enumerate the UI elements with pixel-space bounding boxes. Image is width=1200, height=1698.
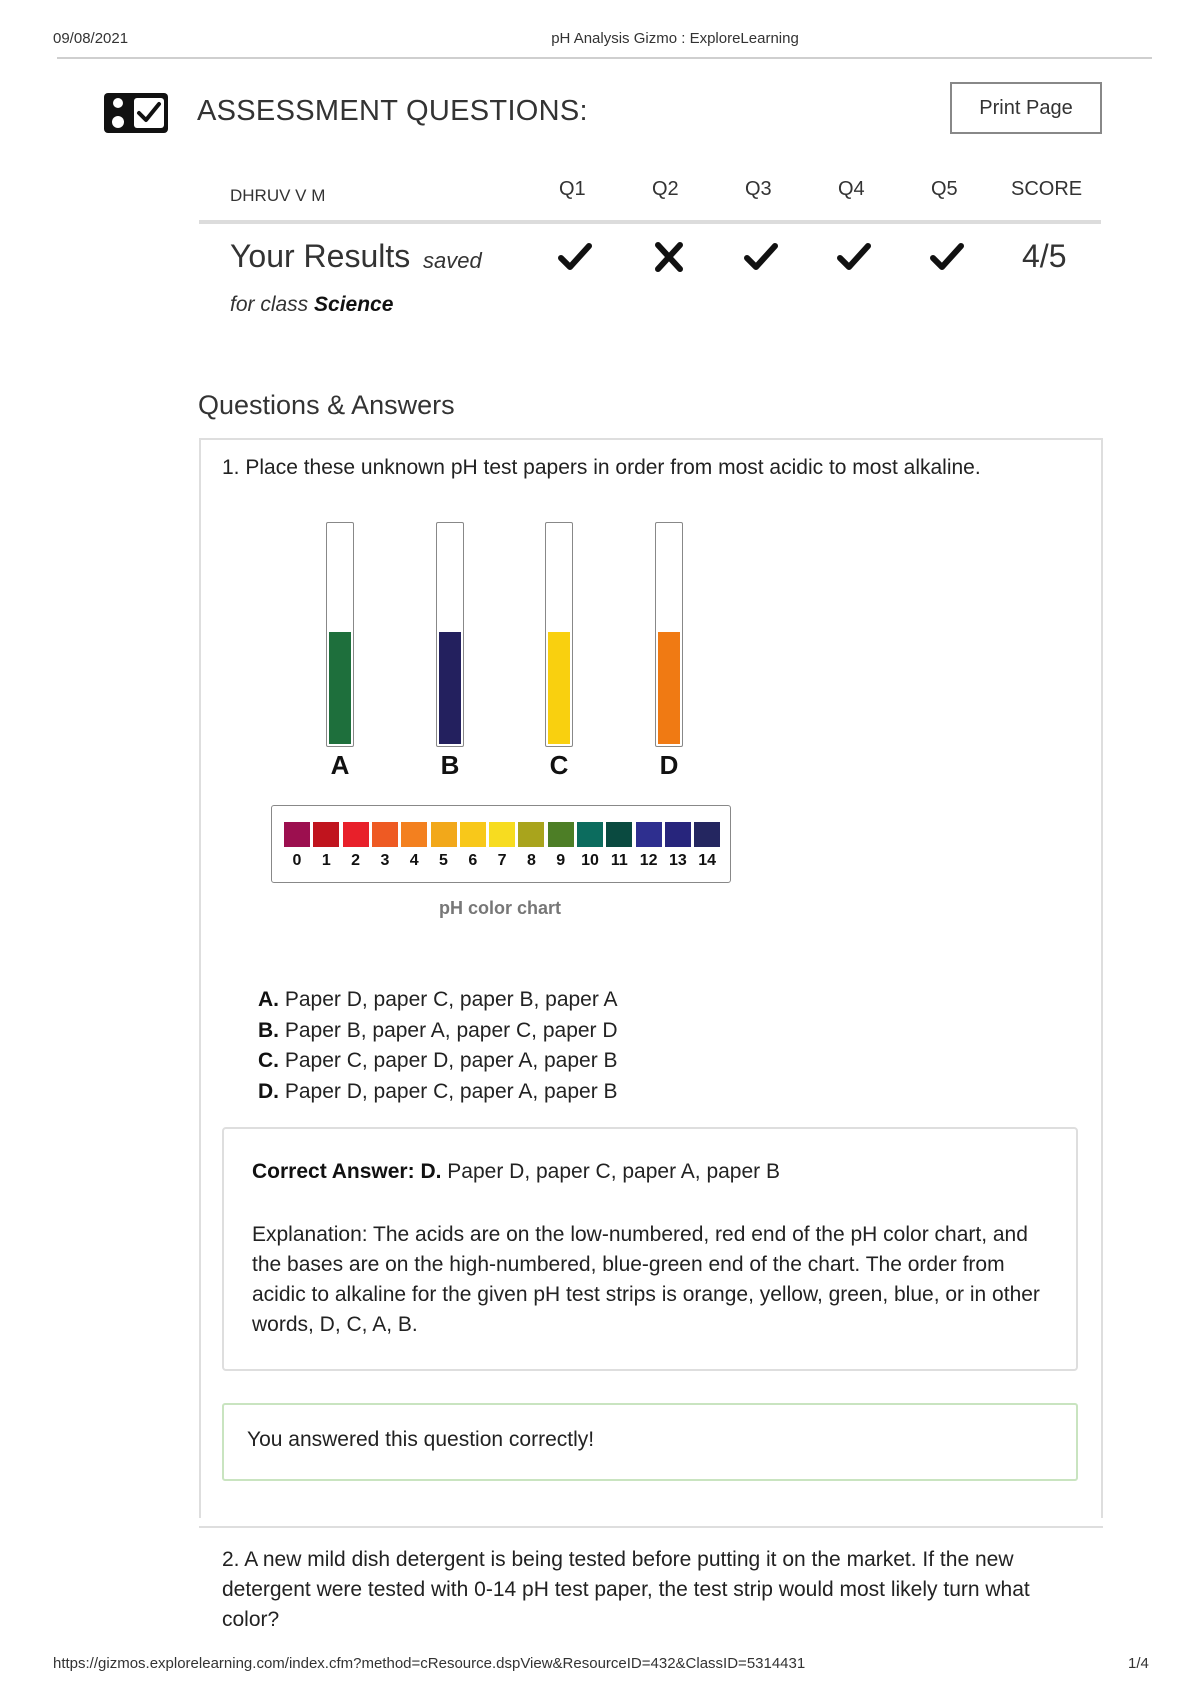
class-info xyxy=(230,293,393,317)
test-paper-c-fill xyxy=(548,632,570,744)
print-date: 09/08/2021 xyxy=(53,30,129,47)
ph-swatch-5 xyxy=(431,822,457,847)
correct-answer-text: Paper D, paper C, paper A, paper B xyxy=(447,1160,780,1183)
print-title: pH Analysis Gizmo : ExploreLearning xyxy=(551,30,799,47)
print-footer-url: https://gizmos.explorelearning.com/index.cfm?method=cResource.dspView&ResourceID=432&ClassID=5314431 xyxy=(53,1655,806,1672)
ph-number-8: 8 xyxy=(526,852,536,869)
ph-chart-caption: pH color chart xyxy=(438,898,562,918)
ph-number-3: 3 xyxy=(380,852,390,869)
results-divider xyxy=(199,220,1101,224)
column-score: SCORE xyxy=(1011,178,1083,200)
check-icon xyxy=(837,240,871,274)
explanation-text: Explanation: The acids are on the low-numbered, red end of the pH color chart, and the bases are on the high-numbered, blue-green end of the chart. The order from acidic to alkaline for the given pH test strips is orange, yellow, green, blue, or in other words, D, C, A, B. xyxy=(252,1223,1040,1336)
ph-number-1: 1 xyxy=(321,852,331,869)
ph-swatch-11 xyxy=(606,822,632,847)
check-icon xyxy=(558,240,592,274)
question-1-text: 1. Place these unknown pH test papers in order from most acidic to most alkaline. xyxy=(222,456,981,479)
test-paper-b xyxy=(436,522,464,747)
ph-number-10: 10 xyxy=(581,852,599,869)
ph-swatch-4 xyxy=(401,822,427,847)
ph-swatch-9 xyxy=(548,822,574,847)
ph-swatch-1 xyxy=(313,822,339,847)
question-divider xyxy=(199,1526,1103,1528)
check-icon xyxy=(744,240,778,274)
ph-number-12: 12 xyxy=(639,852,658,869)
saved-label: saved xyxy=(423,248,482,273)
assessment-checklist-icon xyxy=(104,93,168,133)
test-paper-a xyxy=(326,522,354,747)
ph-number-7: 7 xyxy=(497,852,507,869)
for-class-label: for class xyxy=(230,293,309,316)
ph-swatch-0 xyxy=(284,822,310,847)
test-paper-c xyxy=(545,522,573,747)
page-title: ASSESSMENT QUESTIONS: xyxy=(197,95,588,127)
ph-number-5: 5 xyxy=(439,852,448,869)
choice-d: D. Paper D, paper C, paper A, paper B xyxy=(258,1079,618,1103)
header-divider xyxy=(57,57,1152,59)
qa-heading: Questions & Answers xyxy=(198,390,455,420)
print-page-button[interactable]: Print Page xyxy=(950,82,1102,134)
choice-b: B. Paper B, paper A, paper C, paper D xyxy=(258,1018,618,1042)
ph-swatch-8 xyxy=(518,822,544,847)
choice-a: A. Paper D, paper C, paper B, paper A xyxy=(258,988,618,1011)
ph-swatch-2 xyxy=(343,822,369,847)
correct-answer-letter: D. xyxy=(420,1160,442,1183)
ph-swatch-6 xyxy=(460,822,486,847)
test-paper-label-d: D xyxy=(659,750,679,780)
your-results-label: Your Results xyxy=(230,238,411,274)
check-icon xyxy=(930,240,964,274)
question-2-text: 2. A new mild dish detergent is being tested before putting it on the market. If the new detergent were tested with 0-14 pH test paper, the test strip would most likely turn what color? xyxy=(222,1548,1030,1631)
print-page-number: 1/4 xyxy=(1128,1655,1149,1672)
ph-swatch-13 xyxy=(665,822,691,847)
ph-number-6: 6 xyxy=(468,852,478,869)
test-paper-label-c: C xyxy=(549,750,569,780)
ph-number-9: 9 xyxy=(556,852,566,869)
correct-answer-label: Correct Answer: xyxy=(252,1160,415,1183)
ph-color-chart xyxy=(271,805,731,883)
ph-swatch-14 xyxy=(694,822,720,847)
ph-swatch-3 xyxy=(372,822,398,847)
choice-c: C. Paper C, paper D, paper A, paper B xyxy=(258,1049,618,1072)
column-q1: Q1 xyxy=(559,178,586,200)
ph-number-14: 14 xyxy=(698,852,717,869)
answer-choices xyxy=(258,985,618,1107)
column-q3: Q3 xyxy=(745,178,772,200)
column-q4: Q4 xyxy=(838,178,865,200)
ph-swatch-12 xyxy=(636,822,662,847)
class-name: Science xyxy=(314,293,394,316)
ph-number-13: 13 xyxy=(668,852,687,869)
test-paper-label-b: B xyxy=(440,750,460,780)
ph-number-11: 11 xyxy=(610,852,628,869)
ph-number-4: 4 xyxy=(409,852,419,869)
test-paper-b-fill xyxy=(439,632,461,744)
score-value: 4/5 xyxy=(1022,238,1067,274)
correct-answer xyxy=(252,1160,780,1184)
ph-number-2: 2 xyxy=(351,852,361,869)
student-name: DHRUV V M xyxy=(230,186,326,205)
column-q5: Q5 xyxy=(931,178,958,200)
ph-number-0: 0 xyxy=(292,852,302,869)
test-paper-d-fill xyxy=(658,632,680,744)
ph-swatch-7 xyxy=(489,822,515,847)
test-paper-a-fill xyxy=(329,632,351,744)
feedback-text: You answered this question correctly! xyxy=(247,1428,595,1451)
column-q2: Q2 xyxy=(652,178,679,200)
cross-icon xyxy=(652,240,686,274)
ph-swatch-10 xyxy=(577,822,603,847)
test-paper-label-a: A xyxy=(330,750,350,780)
test-paper-d xyxy=(655,522,683,747)
